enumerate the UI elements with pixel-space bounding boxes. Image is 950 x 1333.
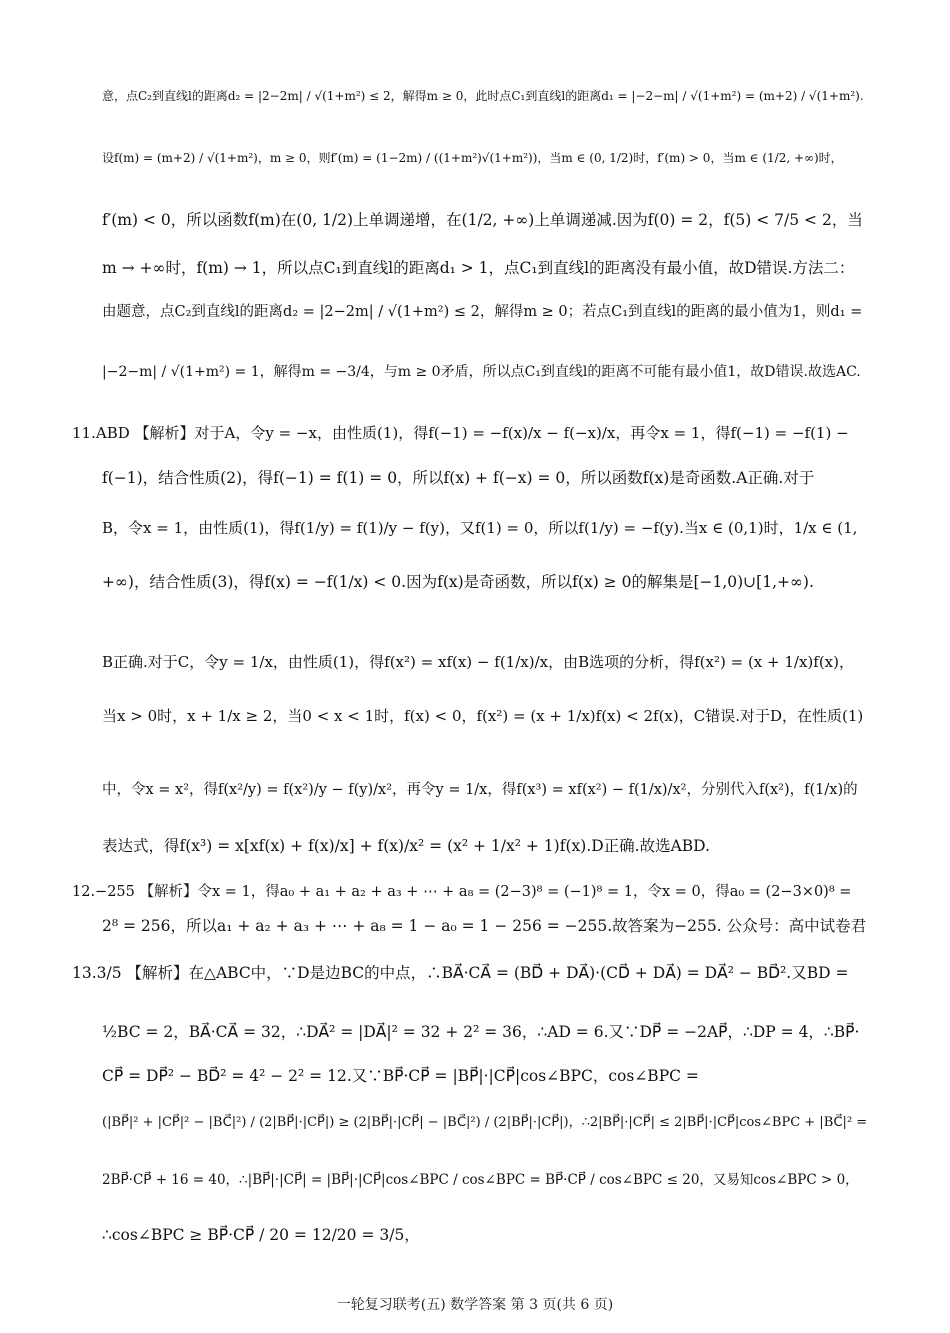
q11-line-4: +∞)，结合性质(3)，得f(x) = −f(1/x) < 0.因为f(x)是奇函数，所以f(x) ≥ 0的解集是[−1,0)∪[1,+∞).	[102, 573, 814, 591]
text-line-5: 由题意，点C₂到直线l的距离d₂ = |2−2m| / √(1+m²) ≤ 2，解得m ≥ 0；若点C₁到直线l的距离的最小值为1，则d₁ =	[102, 304, 863, 320]
text-line-3: f′(m) < 0，所以函数f(m)在(0, 1/2)上单调递增，在(1/2, +∞)上单调递减.因为f(0) = 2，f(5) < 7/5 < 2，当	[102, 211, 863, 229]
q12-line-1: 12.−255 【解析】令x = 1，得a₀ + a₁ + a₂ + a₃ + ⋯ + a₈ = (2−3)⁸ = (−1)⁸ = 1，令x = 0，得a₀ = (2−3×0)⁸ =	[72, 884, 852, 900]
q11-line-5: B正确.对于C，令y = 1/x，由性质(1)，得f(x²) = xf(x) − f(1/x)/x，由B选项的分析，得f(x²) = (x + 1/x)f(x)，	[102, 653, 854, 671]
q13-line-6: ∴cos∠BPC ≥ BP⃗·CP⃗ / 20 = 12/20 = 3/5，	[102, 1226, 420, 1244]
q11-line-3: B，令x = 1，由性质(1)，得f(1/y) = f(1)/y − f(y)，又f(1) = 0，所以f(1/y) = −f(y).当x ∈ (0,1)时，1/x ∈ (1,	[102, 519, 858, 537]
q11-line-2: f(−1)，结合性质(2)，得f(−1) = f(1) = 0，所以f(x) + f(−x) = 0，所以函数f(x)是奇函数.A正确.对于	[102, 469, 815, 487]
q13-line-5: 2BP⃗·CP⃗ + 16 = 40，∴|BP⃗|·|CP⃗| = |BP⃗|·|CP⃗|cos∠BPC / cos∠BPC = BP⃗·CP⃗ / cos∠BPC ≤ 20，又易知cos∠BPC > 0，	[102, 1172, 859, 1188]
q13-line-4: (|BP⃗|² + |CP⃗|² − |BC⃗|²) / (2|BP⃗|·|CP⃗|) ≥ (2|BP⃗|·|CP⃗| − |BC⃗|²) / (2|BP⃗|·|CP⃗|)，∴2|BP⃗|·|CP⃗| ≤ 2|BP⃗|·|CP⃗|cos∠BPC + |BC⃗|² =	[102, 1115, 868, 1130]
page-footer: 一轮复习联考(五) 数学答案 第 3 页(共 6 页)	[336, 1297, 614, 1313]
q13-line-3: CP⃗ = DP⃗² − BD⃗² = 4² − 2² = 12.又∵BP⃗·CP⃗ = |BP⃗|·|CP⃗|cos∠BPC，cos∠BPC =	[102, 1067, 699, 1085]
q12-line-2: 2⁸ = 256，所以a₁ + a₂ + a₃ + ⋯ + a₈ = 1 − a₀ = 1 − 256 = −255.故答案为−255. 公众号：高中试卷君	[102, 917, 867, 935]
text-line-2: 设f(m) = (m+2) / √(1+m²)，m ≥ 0，则f′(m) = (1−2m) / ((1+m²)√(1+m²))，当m ∈ (0, 1/2)时，f′(m) > 0，当m ∈ (1/2, +∞)时，	[102, 151, 843, 165]
q11-line-8: 表达式，得f(x³) = x[xf(x) + f(x)/x] + f(x)/x² = (x² + 1/x² + 1)f(x).D正确.故选ABD.	[102, 837, 710, 855]
text-line-6: |−2−m| / √(1+m²) = 1，解得m = −3/4，与m ≥ 0矛盾，所以点C₁到直线l的距离不可能有最小值1，故D错误.故选AC.	[102, 364, 861, 380]
q13-line-2: ½BC = 2，BA⃗·CA⃗ = 32，∴DA⃗² = |DA⃗|² = 32 + 2² = 36，∴AD = 6.又∵DP⃗ = −2AP⃗，∴DP = 4，∴BP⃗·	[102, 1023, 860, 1041]
q11-line-1: 11.ABD 【解析】对于A，令y = −x，由性质(1)，得f(−1) = −f(x)/x − f(−x)/x，再令x = 1，得f(−1) = −f(1) −	[72, 424, 849, 442]
text-line-4: m → +∞时，f(m) → 1，所以点C₁到直线l的距离d₁ > 1，点C₁到直线l的距离没有最小值，故D错误.方法二：	[102, 259, 855, 277]
q13-line-1: 13.3/5 【解析】在△ABC中，∵D是边BC的中点，∴BA⃗·CA⃗ = (BD⃗ + DA⃗)·(CD⃗ + DA⃗) = DA⃗² − BD⃗².又BD =	[72, 964, 849, 982]
q11-line-7: 中，令x = x²，得f(x²/y) = f(x²)/y − f(y)/x²，再令y = 1/x，得f(x³) = xf(x²) − f(1/x)/x²，分别代入f(x²)，f(1/x)的	[102, 782, 858, 798]
q11-line-6: 当x > 0时，x + 1/x ≥ 2，当0 < x < 1时，f(x) < 0，f(x²) = (x + 1/x)f(x) < 2f(x)，C错误.对于D，在性质(1)	[102, 707, 864, 725]
text-line-1: 意，点C₂到直线l的距离d₂ = |2−2m| / √(1+m²) ≤ 2，解得m ≥ 0，此时点C₁到直线l的距离d₁ = |−2−m| / √(1+m²) = (m+2) / √(1+m²).	[102, 89, 864, 103]
